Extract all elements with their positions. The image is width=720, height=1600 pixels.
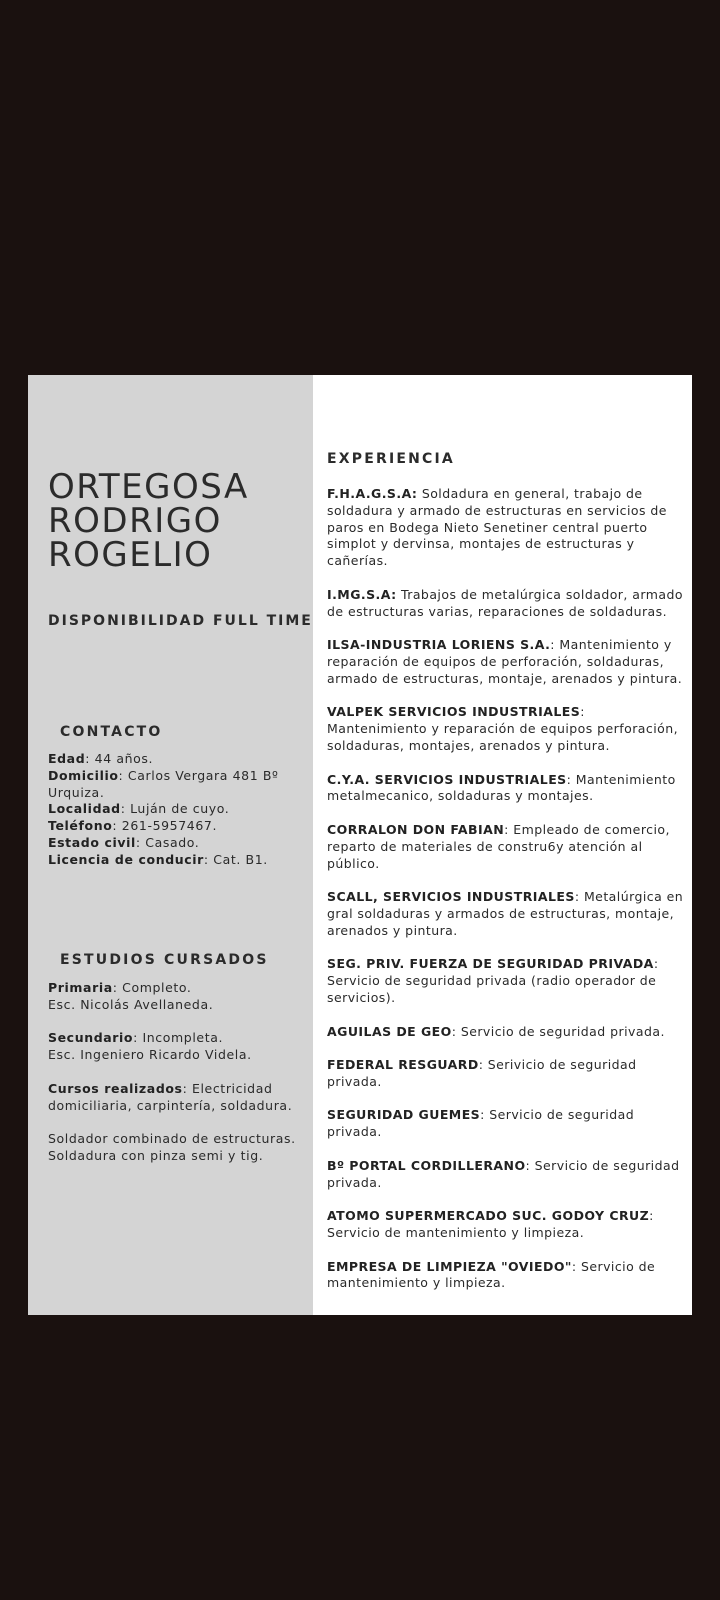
contact-label: Domicilio — [48, 767, 119, 783]
contact-value: : Carlos Vergara 481 Bº Urquiza. — [48, 767, 279, 800]
experience-item — [327, 1057, 685, 1091]
study-school: Esc. Nicolás Avellaneda. — [48, 996, 214, 1012]
experience-company: C.Y.A. SERVICIOS INDUSTRIALES — [327, 771, 567, 787]
experience-desc: : Servicio de mantenimiento y limpieza. — [327, 1208, 654, 1241]
contact-civil-status — [48, 835, 303, 852]
experience-item — [327, 1259, 685, 1293]
experience-item — [327, 704, 685, 754]
experience-item — [327, 1158, 685, 1192]
contact-label: Localidad — [48, 801, 121, 817]
study-extra-line-1: Soldador combinado de estructuras. — [48, 1131, 296, 1147]
study-value: : Incompleta. — [133, 1030, 224, 1046]
experience-company: FEDERAL RESGUARD — [327, 1057, 479, 1073]
contact-license — [48, 852, 303, 869]
studies-list — [48, 980, 308, 1182]
experience-company: SCALL, SERVICIOS INDUSTRIALES — [327, 889, 575, 905]
study-extra-line-2: Soldadura con pinza semi y tig. — [48, 1147, 264, 1163]
study-secondary — [48, 1030, 308, 1064]
experience-desc: Trabajos de metalúrgica soldador, armado de estructuras varias, reparaciones de soldaduras. — [327, 586, 683, 619]
experience-company: I.MG.S.A: — [327, 586, 397, 602]
study-courses — [48, 1081, 308, 1115]
study-label: Secundario — [48, 1030, 134, 1046]
experience-desc: : Servicio de seguridad privada. — [327, 1107, 635, 1140]
experience-item — [327, 772, 685, 806]
experience-company: Bº PORTAL CORDILLERANO — [327, 1157, 526, 1173]
name-line-3: ROGELIO — [48, 535, 213, 575]
experience-desc: : Empleado de comercio, reparto de materiales de constru6y atención al público. — [327, 821, 670, 871]
experience-desc: : Metalúrgica en gral soldaduras y armados de estructuras, montaje, arenados y pintura. — [327, 889, 684, 938]
contact-label: Teléfono — [48, 818, 113, 834]
experience-item — [327, 1208, 685, 1242]
experience-item — [327, 822, 685, 872]
experience-company: AGUILAS DE GEO — [327, 1023, 452, 1039]
contact-phone — [48, 818, 303, 835]
contact-label: Licencia de conducir — [48, 851, 204, 867]
name-line-1: ORTEGOSA — [48, 467, 249, 507]
experience-desc: : Servicio de mantenimiento y limpieza. — [327, 1258, 656, 1291]
contact-value: : 44 años. — [85, 751, 154, 766]
experience-desc: : Mantenimiento y reparación de equipos perforación, soldaduras, montajes, arenados y pintura. — [327, 704, 679, 753]
contact-value: : 261-5957467. — [112, 818, 218, 834]
experience-item — [327, 637, 685, 687]
study-extra — [48, 1131, 308, 1165]
contact-address — [48, 768, 303, 802]
experience-company: ATOMO SUPERMERCADO SUC. GODOY CRUZ — [327, 1208, 650, 1224]
experience-desc: : Servicio de seguridad privada. — [327, 1157, 680, 1190]
experience-company: F.H.A.G.S.A: — [327, 486, 418, 501]
contact-locality — [48, 801, 303, 818]
study-value: : Electricidad domiciliaria, carpintería, soldadura. — [48, 1080, 293, 1113]
right-column — [313, 375, 692, 1315]
left-column — [28, 375, 313, 1315]
experience-heading: EXPERIENCIA — [327, 451, 455, 467]
experience-company: VALPEK SERVICIOS INDUSTRIALES — [327, 704, 581, 720]
name-line-2: RODRIGO — [48, 501, 222, 541]
experience-item — [327, 889, 685, 939]
experience-company: CORRALON DON FABIAN — [327, 821, 505, 837]
experience-item — [327, 1107, 685, 1141]
experience-desc: : Mantenimiento metalmecanico, soldaduras y montajes. — [327, 771, 676, 804]
experience-item — [327, 956, 685, 1006]
contact-label: Estado civil — [48, 834, 136, 850]
experience-item — [327, 486, 685, 570]
resume-page — [28, 375, 692, 1315]
experience-item — [327, 1024, 685, 1041]
contact-list — [48, 751, 303, 869]
availability-heading: DISPONIBILIDAD FULL TIME — [48, 613, 313, 629]
study-school: Esc. Ingeniero Ricardo Videla. — [48, 1047, 252, 1063]
contact-age — [48, 751, 303, 768]
experience-desc: : Mantenimiento y reparación de equipos de perforación, soldaduras, armado de estructuras, montaje, arenados y pintura. — [327, 637, 683, 686]
contact-value: : Cat. B1. — [203, 851, 268, 867]
contact-label: Edad — [48, 751, 86, 766]
contact-heading: CONTACTO — [60, 724, 163, 740]
experience-company: ILSA-INDUSTRIA LORIENS S.A. — [327, 637, 551, 653]
experience-list — [327, 486, 685, 1309]
candidate-name — [48, 467, 249, 575]
studies-heading: ESTUDIOS CURSADOS — [60, 952, 269, 968]
contact-value: : Luján de cuyo. — [120, 801, 230, 817]
experience-company: SEG. PRIV. FUERZA DE SEGURIDAD PRIVADA — [327, 956, 654, 972]
contact-value: : Casado. — [135, 834, 200, 850]
experience-desc: Soldadura en general, trabajo de soldadura y armado de estructuras en servicios de paros en Bodega Nieto Senetiner central puerto simplot y dervinsa, montajes de estructuras y cañerías. — [327, 486, 667, 569]
experience-desc: : Servicio de seguridad privada (radio operador de servicios). — [327, 956, 659, 1005]
study-label: Cursos realizados — [48, 1080, 183, 1096]
study-label: Primaria — [48, 980, 113, 995]
experience-desc: : Serivicio de seguridad privada. — [327, 1057, 637, 1089]
experience-company: SEGURIDAD GUEMES — [327, 1107, 481, 1123]
experience-desc: : Servicio de seguridad privada. — [451, 1023, 665, 1039]
study-value: : Completo. — [112, 980, 192, 995]
study-primary — [48, 980, 308, 1014]
experience-item — [327, 587, 685, 621]
experience-company: EMPRESA DE LIMPIEZA "OVIEDO" — [327, 1258, 572, 1274]
